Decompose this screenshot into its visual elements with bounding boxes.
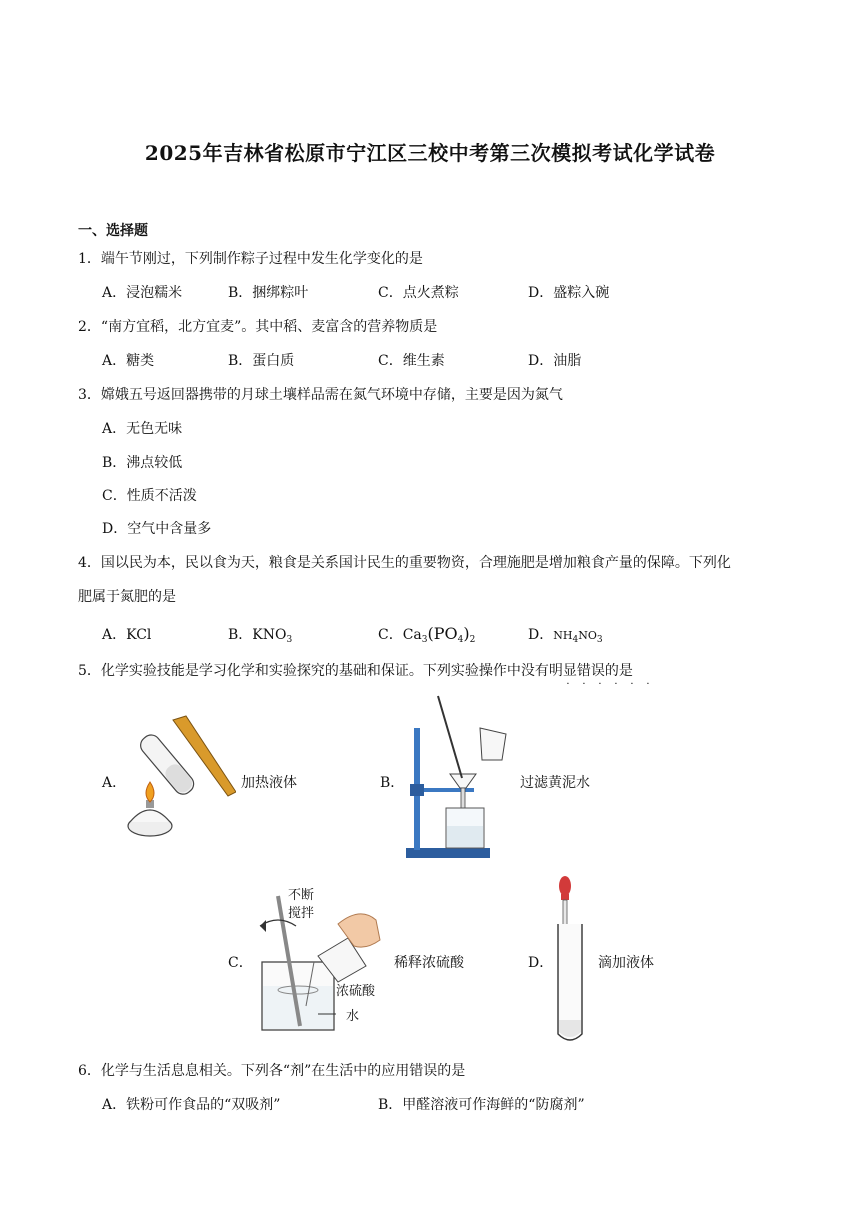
q5-option-c-letter: C． <box>228 955 253 971</box>
q1-option-d: D．盛粽入碗 <box>528 285 610 301</box>
question-5-stem: 5．化学实验技能是学习化学和实验探究的基础和保证。下列实验操作中没有明显错误的是 <box>78 663 633 679</box>
q3-option-d: D．空气中含量多 <box>102 521 212 537</box>
heating-liquid-figure <box>118 712 236 842</box>
q5-option-a-letter: A． <box>102 775 127 791</box>
stir-label-2: 搅拌 <box>288 906 315 921</box>
q2-option-b: B．蛋白质 <box>228 353 295 369</box>
question-2-stem: 2．“南方宜稻，北方宜麦”。其中稻、麦富含的营养物质是 <box>78 319 438 335</box>
question-3-stem: 3．嫦娥五号返回器携带的月球土壤样品需在氮气环境中存储，主要是因为氮气 <box>78 387 563 403</box>
q3-option-b: B．沸点较低 <box>102 455 183 471</box>
q5-option-a-label: 加热液体 <box>241 775 297 791</box>
question-4-stem-line1: 4．国以民为本，民以食为天，粮食是关系国计民生的重要物资，合理施肥是增加粮食产量的保障。下列化 <box>78 555 731 571</box>
q1-option-c: C．点火煮粽 <box>378 285 459 301</box>
acid-label: 浓硫酸 <box>336 984 376 999</box>
q5-option-c-label: 稀释浓硫酸 <box>394 955 464 971</box>
q2-option-d: D．油脂 <box>528 353 582 369</box>
q5-option-d-label: 滴加液体 <box>598 955 654 971</box>
emphasis-dots: · · · · · · <box>566 679 650 690</box>
q2-option-a: A．糖类 <box>102 353 155 369</box>
q2-option-c: C．维生素 <box>378 353 445 369</box>
q3-option-a: A．无色无味 <box>102 421 183 437</box>
dropping-liquid-figure <box>552 874 592 1046</box>
water-label: 水 <box>346 1009 360 1024</box>
question-6-stem: 6．化学与生活息息相关。下列各“剂”在生活中的应用错误的是 <box>78 1063 466 1079</box>
q6-option-b: B．甲醛溶液可作海鲜的“防腐剂” <box>378 1097 585 1113</box>
question-4-stem-line2: 肥属于氮肥的是 <box>78 589 176 605</box>
q3-option-c: C．性质不活泼 <box>102 488 197 504</box>
q4-option-b: B．$KNO_3$ <box>228 627 293 645</box>
q4-option-d: D．$NH_4NO_3$ <box>528 627 603 645</box>
filtering-figure <box>400 694 516 862</box>
question-1-stem: 1．端午节刚过，下列制作粽子过程中发生化学变化的是 <box>78 251 423 267</box>
q5-option-d-letter: D． <box>528 955 554 971</box>
section-heading: 一、选择题 <box>78 223 148 239</box>
q6-option-a: A．铁粉可作食品的“双吸剂” <box>102 1097 281 1113</box>
q1-option-b: B．捆绑粽叶 <box>228 285 309 301</box>
q4-option-c: C．$Ca_3(PO_4)_2$ <box>378 624 476 645</box>
q1-option-a: A．浸泡糯米 <box>102 285 183 301</box>
stir-label-1: 不断 <box>288 888 315 903</box>
q5-option-b-letter: B． <box>380 775 405 791</box>
q4-option-a: A．KCl <box>102 627 152 643</box>
q5-option-b-label: 过滤黄泥水 <box>520 775 590 791</box>
diluting-acid-figure <box>248 876 388 1036</box>
page-title: 2025年吉林省松原市宁江区三校中考第三次模拟考试化学试卷 <box>144 141 716 165</box>
